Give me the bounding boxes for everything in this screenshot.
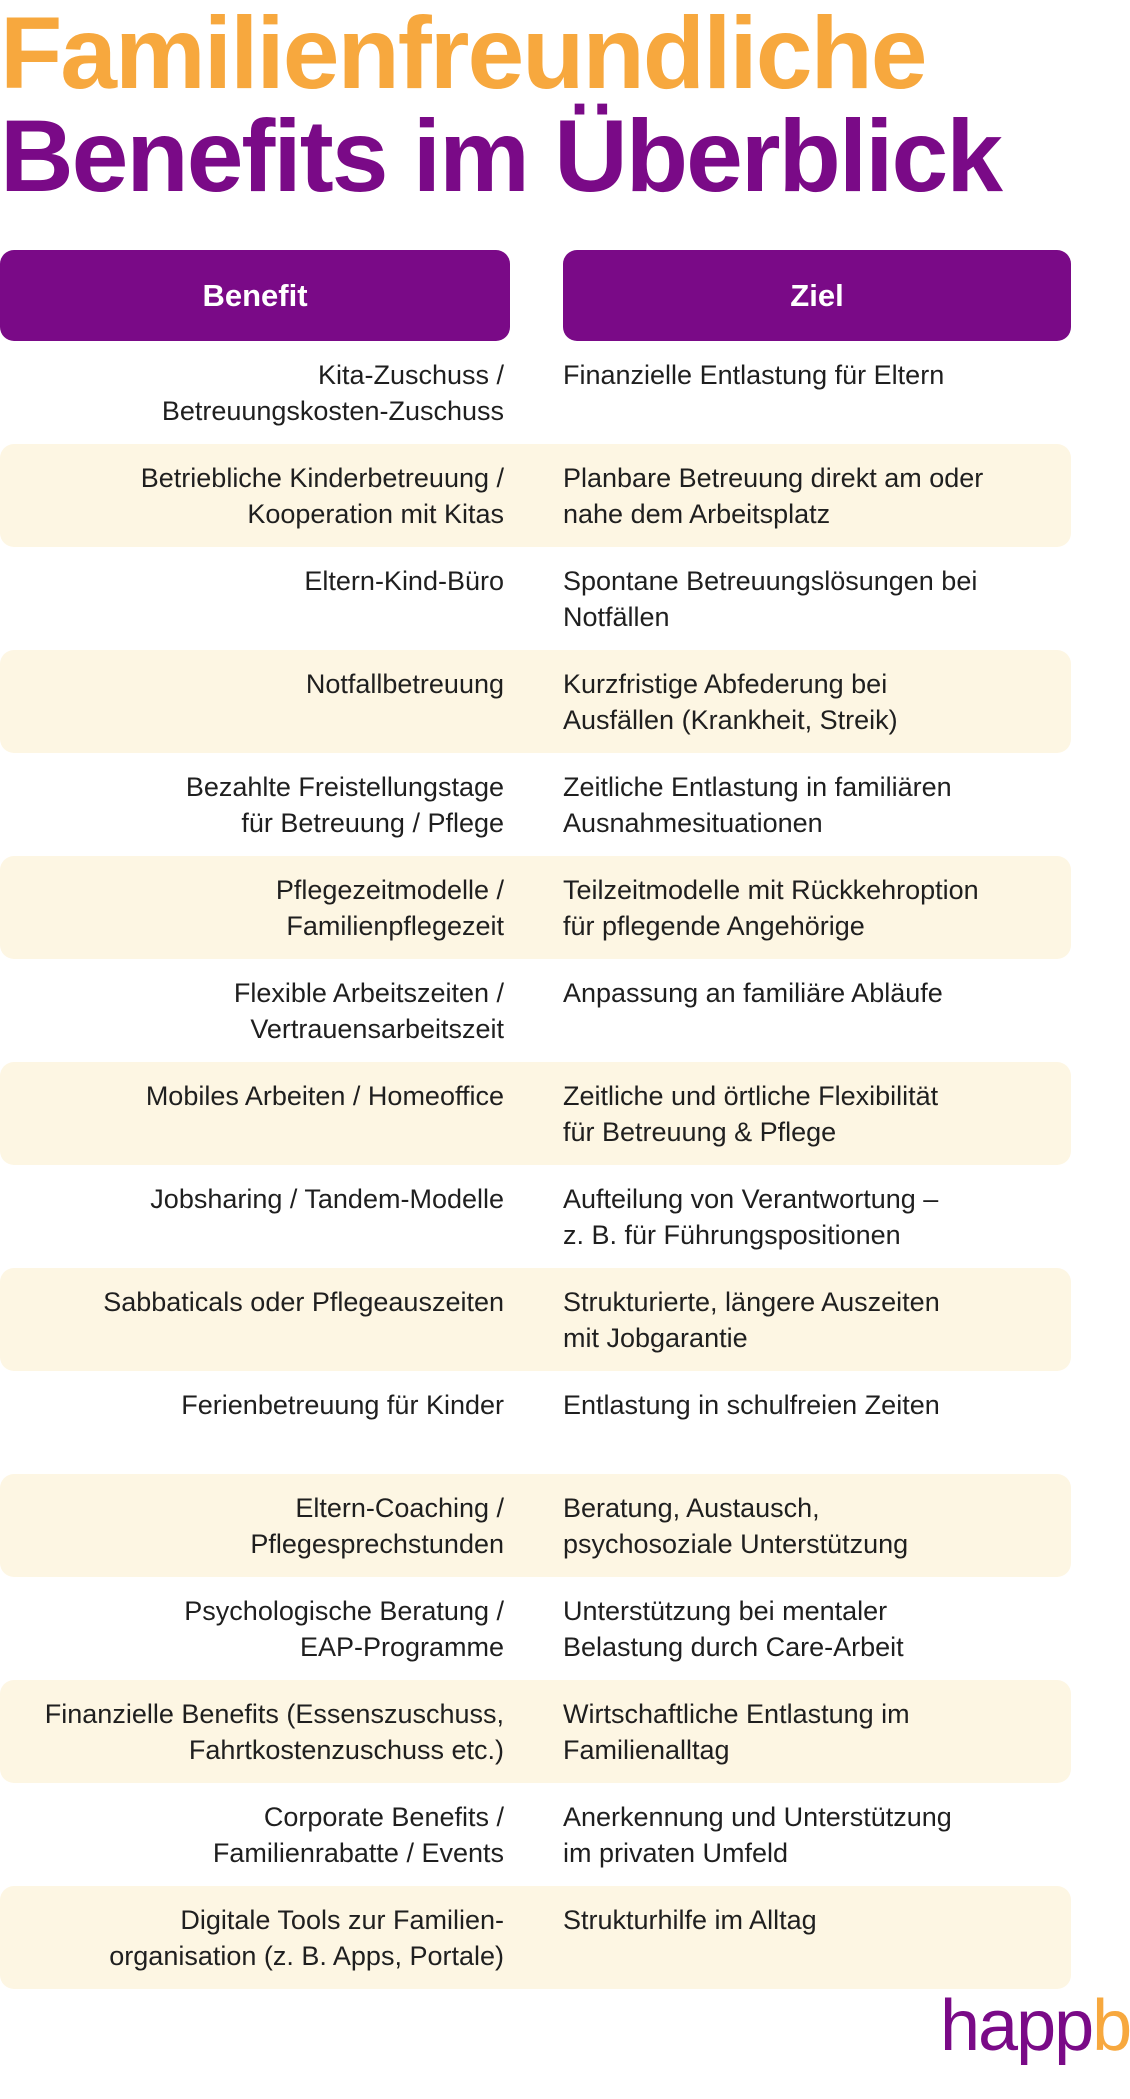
benefit-cell: Mobiles Arbeiten / Homeoffice xyxy=(145,1081,504,1111)
benefit-cell: Pflegezeitmodelle / Familienpflegezeit xyxy=(275,875,504,941)
table-row xyxy=(0,1886,1071,1989)
benefit-cell: Kita-Zuschuss / Betreuungskosten-Zuschuss xyxy=(161,360,504,426)
ziel-cell: Anerkennung und Unterstützung im privaten Umfeld xyxy=(563,1802,952,1868)
table-row xyxy=(0,444,1071,547)
table-row xyxy=(0,1474,1071,1577)
table-row xyxy=(0,1165,1071,1268)
title-line-2: Benefits im Überblick xyxy=(0,99,1001,213)
ziel-cell: Aufteilung von Verantwortung – z. B. für Führungspositionen xyxy=(563,1184,939,1250)
benefit-cell: Finanzielle Benefits (Essenszuschuss, Fahrtkostenzuschuss etc.) xyxy=(44,1699,504,1765)
table-row xyxy=(0,1783,1071,1886)
table-row xyxy=(0,341,1071,444)
ziel-cell: Kurzfristige Abfederung bei Ausfällen (Krankheit, Streik) xyxy=(563,669,898,735)
benefit-cell: Betriebliche Kinderbetreuung / Kooperation mit Kitas xyxy=(140,463,504,529)
ziel-cell: Teilzeitmodelle mit Rückkehroption für pflegende Angehörige xyxy=(563,875,979,941)
logo-main: happ xyxy=(940,1986,1093,2066)
ziel-cell: Planbare Betreuung direkt am oder nahe dem Arbeitsplatz xyxy=(563,463,984,529)
ziel-cell: Wirtschaftliche Entlastung im Familienalltag xyxy=(563,1699,910,1765)
table-row xyxy=(0,547,1071,650)
ziel-cell: Beratung, Austausch, psychosoziale Unterstützung xyxy=(563,1493,909,1559)
benefit-cell: Eltern-Coaching / Pflegesprechstunden xyxy=(250,1493,504,1559)
benefit-cell: Bezahlte Freistellungstage für Betreuung / Pflege xyxy=(185,772,504,838)
happb-logo xyxy=(940,1986,1130,2066)
table-row xyxy=(0,959,1071,1062)
ziel-cell: Finanzielle Entlastung für Eltern xyxy=(563,360,945,390)
table-header xyxy=(0,250,1071,341)
benefit-cell: Eltern-Kind-Büro xyxy=(304,566,504,596)
ziel-cell: Zeitliche und örtliche Flexibilität für Betreuung & Pflege xyxy=(563,1081,939,1147)
ziel-cell: Spontane Betreuungslösungen bei Notfällen xyxy=(563,566,978,632)
header-ziel: Ziel xyxy=(563,250,1071,341)
benefit-cell: Digitale Tools zur Familien- organisation (z. B. Apps, Portale) xyxy=(109,1905,504,1971)
benefit-cell: Jobsharing / Tandem-Modelle xyxy=(150,1184,504,1214)
table-row xyxy=(0,856,1071,959)
benefit-cell: Sabbaticals oder Pflegeauszeiten xyxy=(103,1287,504,1317)
table-row xyxy=(0,1268,1071,1371)
benefit-cell: Psychologische Beratung / EAP-Programme xyxy=(184,1596,504,1662)
table-row xyxy=(0,1062,1071,1165)
benefits-table xyxy=(0,250,1071,1989)
ziel-cell: Unterstützung bei mentaler Belastung durch Care-Arbeit xyxy=(563,1596,904,1662)
ziel-cell: Anpassung an familiäre Abläufe xyxy=(563,978,943,1008)
table-row xyxy=(0,1577,1071,1680)
ziel-cell: Strukturhilfe im Alltag xyxy=(563,1905,817,1935)
title-line-1: Familienfreundliche xyxy=(0,0,926,110)
benefit-cell: Notfallbetreuung xyxy=(305,669,504,699)
logo-last: b xyxy=(1092,1986,1130,2066)
ziel-cell: Zeitliche Entlastung in familiären Ausnahmesituationen xyxy=(563,772,952,838)
table-row xyxy=(0,650,1071,753)
table-row xyxy=(0,1371,1071,1474)
benefit-cell: Flexible Arbeitszeiten / Vertrauensarbeitszeit xyxy=(233,978,504,1044)
table-row xyxy=(0,753,1071,856)
ziel-cell: Strukturierte, längere Auszeiten mit Jobgarantie xyxy=(563,1287,940,1353)
header-benefit: Benefit xyxy=(0,250,510,341)
table-body xyxy=(0,341,1071,1989)
benefit-cell: Ferienbetreuung für Kinder xyxy=(181,1390,504,1420)
ziel-cell: Entlastung in schulfreien Zeiten xyxy=(563,1390,940,1420)
table-row xyxy=(0,1680,1071,1783)
benefit-cell: Corporate Benefits / Familienrabatte / Events xyxy=(212,1802,504,1868)
